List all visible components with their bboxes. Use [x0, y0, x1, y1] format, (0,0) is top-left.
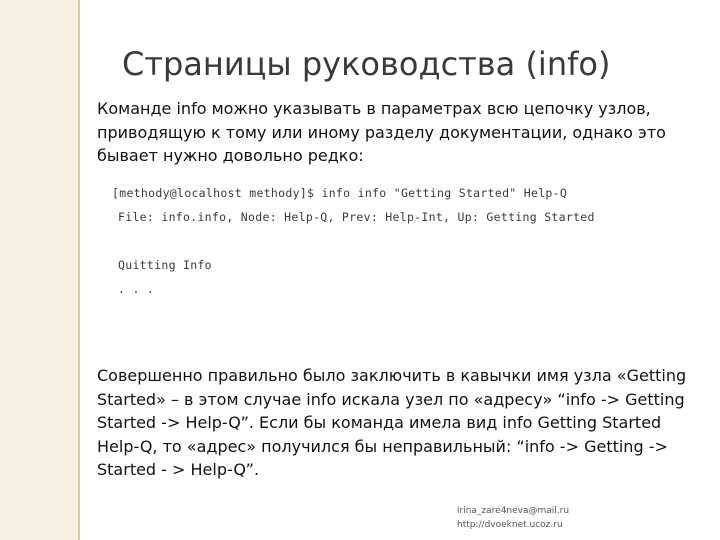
terminal-ellipsis: . . .: [118, 282, 155, 296]
sidebar-divider: [78, 0, 80, 540]
terminal-node-title: Quitting Info: [118, 258, 212, 272]
footer-email: irina_zare4neva@mail.ru: [457, 506, 570, 516]
explanation-paragraph: Совершенно правильно было заключить в кавычки имя узла «Getting Started» – в этом случае info искала узел по «адресу» “info -> Getting Started -> Help-Q”. Если бы команда имела вид info Getting Started Help-Q, то «адрес» получился бы неправильный: “info -> Getting -> Started - > Help-Q”.: [97, 366, 687, 479]
terminal-command-line: [methody@localhost methody]$ info info "Getting Started" Help-Q: [112, 186, 568, 200]
footer-credits: [457, 504, 569, 532]
sidebar-decoration: [0, 0, 78, 540]
footer-url: http://dvoeknet.ucoz.ru: [457, 520, 563, 530]
terminal-node-header: File: info.info, Node: Help-Q, Prev: Help-Int, Up: Getting Started: [118, 210, 595, 224]
intro-paragraph: Команде info можно указывать в параметрах всю цепочку узлов, приводящую к тому или иному разделу документации, однако это бывает нужно довольно редко:: [97, 99, 666, 165]
slide-title: Страницы руководства (info): [122, 45, 611, 83]
